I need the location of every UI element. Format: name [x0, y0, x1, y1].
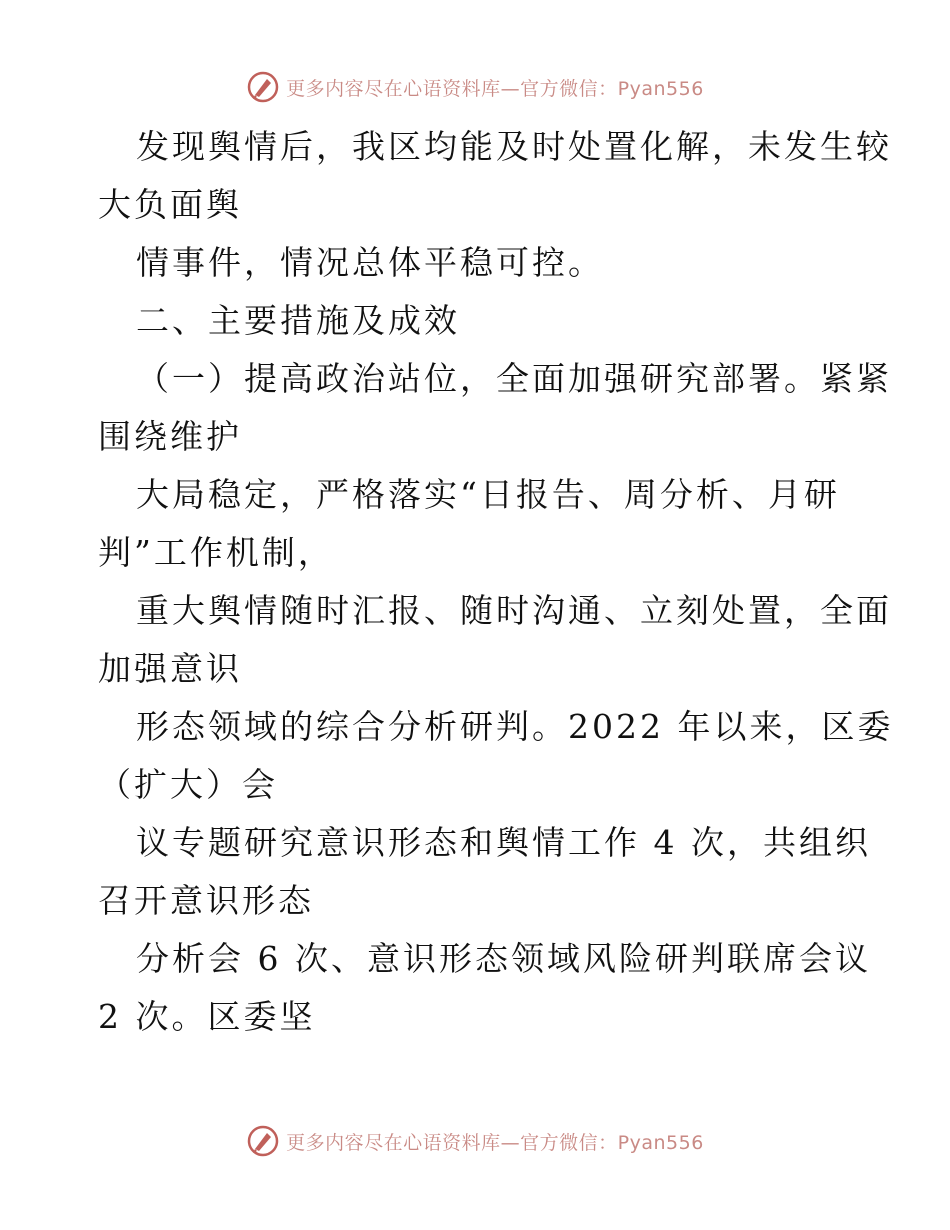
watermark-text — [286, 74, 704, 101]
watermark-label: 更多内容尽在心语资料库—官方微信： — [286, 1131, 618, 1154]
body-line: 议专题研究意识形态和舆情工作 4 次，共组织 — [136, 823, 871, 862]
document-body — [98, 118, 894, 1046]
body-line: 发现舆情后，我区均能及时处置化解，未发生较 — [136, 127, 892, 166]
body-line: 2 次。区委坚 — [98, 997, 316, 1036]
pen-nib-logo-icon — [246, 70, 280, 104]
body-line: 围绕维护 — [98, 417, 242, 456]
body-line: （一）提高政治站位，全面加强研究部署。紧紧 — [136, 359, 892, 398]
body-line: 判”工作机制， — [98, 533, 334, 572]
body-line: （扩大）会 — [98, 765, 278, 804]
body-line: 情事件，情况总体平稳可控。 — [136, 243, 604, 282]
section-heading: 二、主要措施及成效 — [136, 301, 460, 340]
pen-nib-logo-icon — [246, 1124, 280, 1158]
watermark-wechat-id: Pyan556 — [617, 1131, 704, 1154]
body-line: 重大舆情随时汇报、随时沟通、立刻处置，全面 — [136, 591, 892, 630]
body-line: 大局稳定，严格落实“日报告、周分析、月研 — [136, 475, 840, 514]
watermark-text — [286, 1128, 704, 1155]
body-line: 大负面舆 — [98, 185, 242, 224]
watermark-label: 更多内容尽在心语资料库—官方微信： — [286, 77, 618, 100]
body-line: 分析会 6 次、意识形态领域风险研判联席会议 — [136, 939, 871, 978]
header-watermark — [0, 70, 950, 104]
watermark-wechat-id: Pyan556 — [617, 77, 704, 100]
body-line: 召开意识形态 — [98, 881, 314, 920]
footer-watermark — [0, 1124, 950, 1158]
body-line: 形态领域的综合分析研判。2022 年以来，区委 — [136, 707, 894, 746]
body-line: 加强意识 — [98, 649, 242, 688]
